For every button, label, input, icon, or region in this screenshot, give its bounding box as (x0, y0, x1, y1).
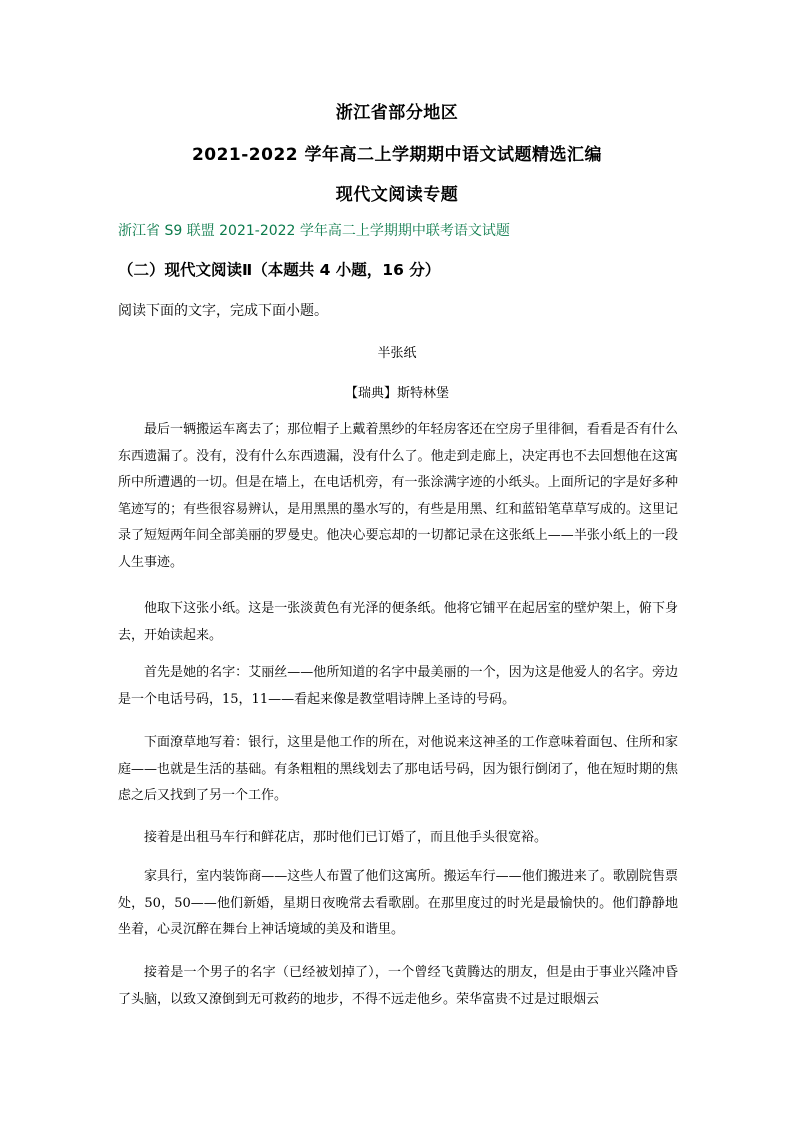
article-body (118, 864, 678, 944)
doc-title-year: 2021-2022 学年高二上学期期中语文试题精选汇编 (191, 145, 603, 165)
article-paragraph: 他取下这张小纸。这是一张淡黄色有光泽的便条纸。他将它铺平在起居室的壁炉架上，俯下身去，开始读起来。 (118, 601, 678, 643)
article-paragraph: 最后一辆搬运车离去了；那位帽子上戴着黑纱的年轻房客还在空房子里徘徊，看看是否有什么东西遗漏了。没有，没有什么东西遗漏，没有什么了。他走到走廊上，决定再也不去回想他在这寓所中所遭遇的一切。但是在墙上，在电话机旁，有一张涂满字迹的小纸头。上面所记的字是好多种笔迹写的；有些很容易辨认，是用黑黑的墨水写的，有些是用黑、红和蓝铅笔草草写成的。这里记录了短短两年间全部美丽的罗曼史。他决心要忘却的一切都记录在这张纸上——半张小纸上的一段人生事迹。 (118, 422, 678, 570)
article-paragraph: 首先是她的名字：艾丽丝——他所知道的名字中最美丽的一个，因为这是他爱人的名字。旁边是一个电话号码，15，11——看起来像是教堂唱诗牌上圣诗的号码。 (118, 665, 678, 707)
article-body (118, 596, 678, 649)
doc-title-topic: 现代文阅读专题 (335, 185, 459, 205)
article-paragraph: 下面潦草地写着：银行，这里是他工作的所在，对他说来这神圣的工作意味着面包、住所和家庭——也就是生活的基础。有条粗粗的黑线划去了那电话号码，因为银行倒闭了，他在短时期的焦虑之后又找到了另一个工作。 (118, 735, 678, 803)
article-body (118, 730, 678, 810)
reading-instruction: 阅读下面的文字，完成下面小题。 (118, 303, 328, 319)
article-body (118, 417, 678, 576)
article-paragraph: 家具行，室内装饰商——这些人布置了他们这寓所。搬运车行——他们搬进来了。歌剧院售票处，50，50——他们新婚，星期日夜晚常去看歌剧。在那里度过的时光是最愉快的。他们静静地坐着，心灵沉醉在舞台上神话境域的美及和谐里。 (118, 869, 678, 937)
article-author: 【瑞典】斯特林堡 (344, 386, 449, 401)
article-title: 半张纸 (377, 346, 417, 361)
exam-source: 浙江省 S9 联盟 2021-2022 学年高二上学期期中联考语文试题 (118, 223, 510, 239)
article-body (118, 960, 678, 1013)
article-paragraph: 接着是出租马车行和鲜花店，那时他们已订婚了，而且他手头很宽裕。 (144, 830, 548, 845)
article-body (118, 660, 678, 713)
section-title: （二）现代文阅读Ⅱ（本题共 4 小题，16 分） (118, 261, 441, 279)
article-paragraph: 接着是一个男子的名字（已经被划掉了），一个曾经飞黄腾达的朋友，但是由于事业兴隆冲昏了头脑，以致又潦倒到无可救药的地步，不得不远走他乡。荣华富贵不过是过眼烟云 (118, 965, 678, 1007)
article-body (118, 825, 678, 852)
doc-title-region: 浙江省部分地区 (335, 103, 459, 123)
